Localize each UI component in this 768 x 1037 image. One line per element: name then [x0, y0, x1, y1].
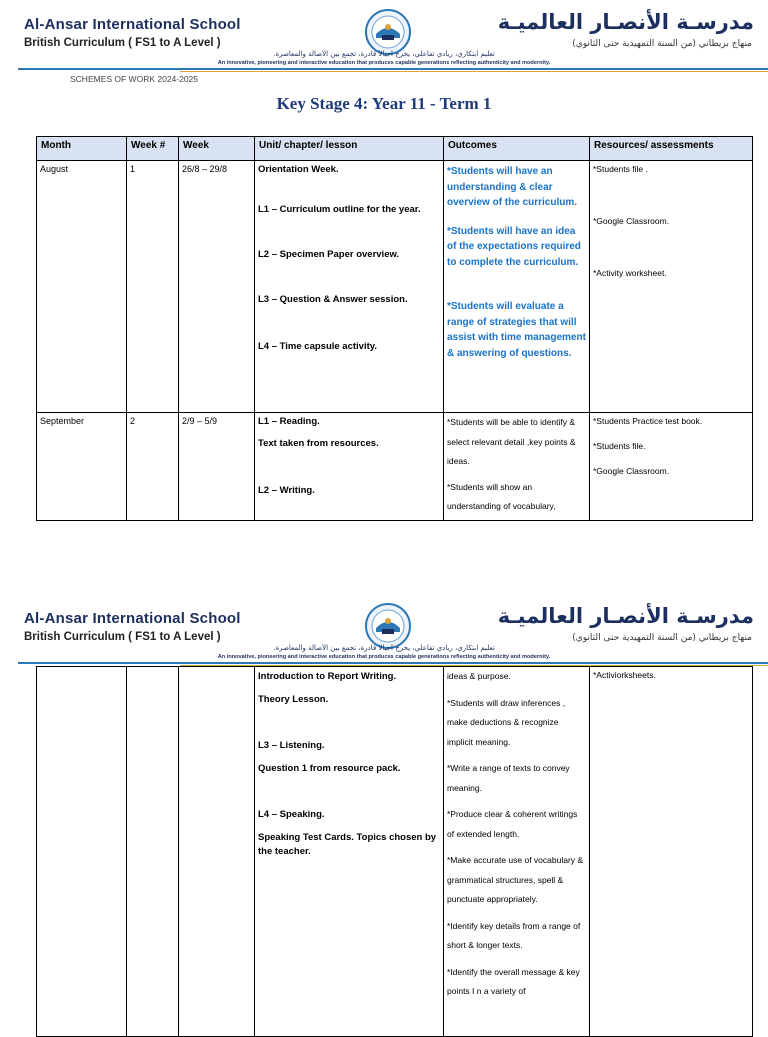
col-header-unit: Unit/ chapter/ lesson [255, 137, 444, 161]
motto-arabic: تعليم ابتكاري، ريادي تفاعلي، يخرج أجيالاً قادرة، تجمع بين الأصالة والمعاصرة. [273, 644, 495, 652]
cell-outcomes [444, 413, 590, 521]
cell-week-no: 1 [127, 161, 179, 413]
lesson-line: Introduction to Report Writing. [258, 671, 397, 682]
outcome-item: *Students will evaluate a range of strategies that will assist with time management & answering of questions. [447, 301, 586, 359]
lesson-line: Speaking Test Cards. Topics chosen by the teacher. [258, 832, 437, 857]
outcome-item: *Write a range of texts to convey meaning. [447, 763, 570, 793]
cell-resources [590, 161, 753, 413]
school-name: Al-Ansar International School [24, 16, 241, 33]
page-title: Key Stage 4: Year 11 - Term 1 [276, 94, 492, 113]
outcome-item: *Identify key details from a range of short & longer texts. [447, 920, 581, 950]
resource-item: *Activiorksheets. [593, 670, 656, 680]
cell-lessons [255, 161, 444, 413]
header-rule [18, 662, 768, 664]
resource-item: *Google Classroom. [593, 466, 670, 476]
lesson-line: L4 – Speaking. [258, 809, 325, 820]
outcome-item: *Make accurate use of vocabulary & grammatical structures, spell & punctuate appropriately. [447, 855, 584, 904]
outcome-item: *Students will be able to identify & select relevant detail ,key points & ideas. [447, 417, 576, 466]
table-header-row [37, 137, 753, 161]
cell-week-no: 2 [127, 413, 179, 521]
cell-resources [590, 413, 753, 521]
lesson-line: L4 – Time capsule activity. [258, 341, 377, 352]
lesson-line: L2 – Writing. [258, 485, 315, 496]
lesson-line: L1 – Curriculum outline for the year. [258, 204, 421, 215]
header-rule [18, 68, 768, 70]
school-name-arabic: مدرسـة الأنصـار العالميـة [497, 10, 754, 34]
lesson-line: L3 – Listening. [258, 740, 325, 751]
scheme-table-continued [36, 666, 753, 1037]
curriculum-arabic: منهاج بريطاني (من السنة التمهيدية حتى الثانوي) [572, 39, 752, 49]
resource-item: *Students file. [593, 441, 646, 451]
outcome-item: *Students will have an idea of the expectations required to complete the curriculum. [447, 225, 581, 268]
cell-week: 2/9 – 5/9 [179, 413, 255, 521]
outcome-item: *Students will draw inferences , make deductions & recognize implicit meaning. [447, 697, 566, 747]
school-name-arabic: مدرسـة الأنصـار العالميـة [497, 604, 754, 628]
school-logo [364, 602, 412, 650]
table-row [37, 667, 753, 1037]
cell-month: August [37, 161, 127, 413]
resource-item: *Activity worksheet. [593, 268, 667, 278]
col-header-resources: Resources/ assessments [590, 137, 753, 161]
resource-item: *Students file . [593, 164, 648, 174]
motto-english: An innovative, pioneering and interactive education that produces capable generations reflecting authenticity and modernity. [217, 60, 551, 66]
col-header-week-no: Week # [127, 137, 179, 161]
lesson-line: L1 – Reading. [258, 416, 320, 427]
curriculum-label: British Curriculum ( FS1 to A Level ) [24, 37, 221, 49]
school-logo [364, 8, 412, 56]
cell-week-no [127, 667, 179, 1037]
cell-month: September [37, 413, 127, 521]
cell-month [37, 667, 127, 1037]
school-name: Al-Ansar International School [24, 610, 241, 627]
lesson-line: L3 – Question & Answer session. [258, 294, 408, 305]
table-row [37, 161, 753, 413]
page-header [0, 600, 768, 666]
outcome-item: ideas & purpose. [447, 671, 511, 681]
resource-item: *Google Classroom. [593, 216, 670, 226]
header-rule-accent [180, 71, 768, 72]
col-header-month: Month [37, 137, 127, 161]
lesson-line: Text taken from resources. [258, 438, 379, 449]
scheme-table [36, 136, 753, 521]
cell-outcomes [444, 161, 590, 413]
lesson-line: Question 1 from resource pack. [258, 763, 401, 774]
schemes-label: SCHEMES OF WORK 2024-2025 [70, 74, 199, 84]
outcome-item: *Students will show an understanding of vocabulary, [447, 481, 556, 511]
lesson-line: L2 – Specimen Paper overview. [258, 249, 400, 260]
outcome-item: *Students will have an understanding & clear overview of the curriculum. [447, 166, 578, 208]
col-header-outcomes: Outcomes [444, 137, 590, 161]
cell-resources [590, 667, 753, 1037]
cell-outcomes [444, 667, 590, 1037]
table-row [37, 413, 753, 521]
curriculum-label: British Curriculum ( FS1 to A Level ) [24, 631, 221, 643]
resource-item: *Students Practice test book. [593, 416, 703, 426]
cell-week: 26/8 – 29/8 [179, 161, 255, 413]
page-header [0, 6, 768, 72]
curriculum-arabic: منهاج بريطاني (من السنة التمهيدية حتى الثانوي) [572, 633, 752, 643]
lesson-line: Orientation Week. [258, 164, 339, 175]
outcome-item: *Produce clear & coherent writings of extended length. [447, 809, 578, 839]
outcome-item: *Identify the overall message & key points I n a variety of [447, 966, 580, 996]
cell-lessons [255, 413, 444, 521]
lesson-line: Theory Lesson. [258, 694, 329, 705]
cell-week [179, 667, 255, 1037]
cell-lessons [255, 667, 444, 1037]
motto-arabic: تعليم ابتكاري، ريادي تفاعلي، يخرج أجيالاً قادرة، تجمع بين الأصالة والمعاصرة. [273, 50, 495, 58]
motto-english: An innovative, pioneering and interactive education that produces capable generations reflecting authenticity and modernity. [217, 654, 551, 660]
col-header-week: Week [179, 137, 255, 161]
